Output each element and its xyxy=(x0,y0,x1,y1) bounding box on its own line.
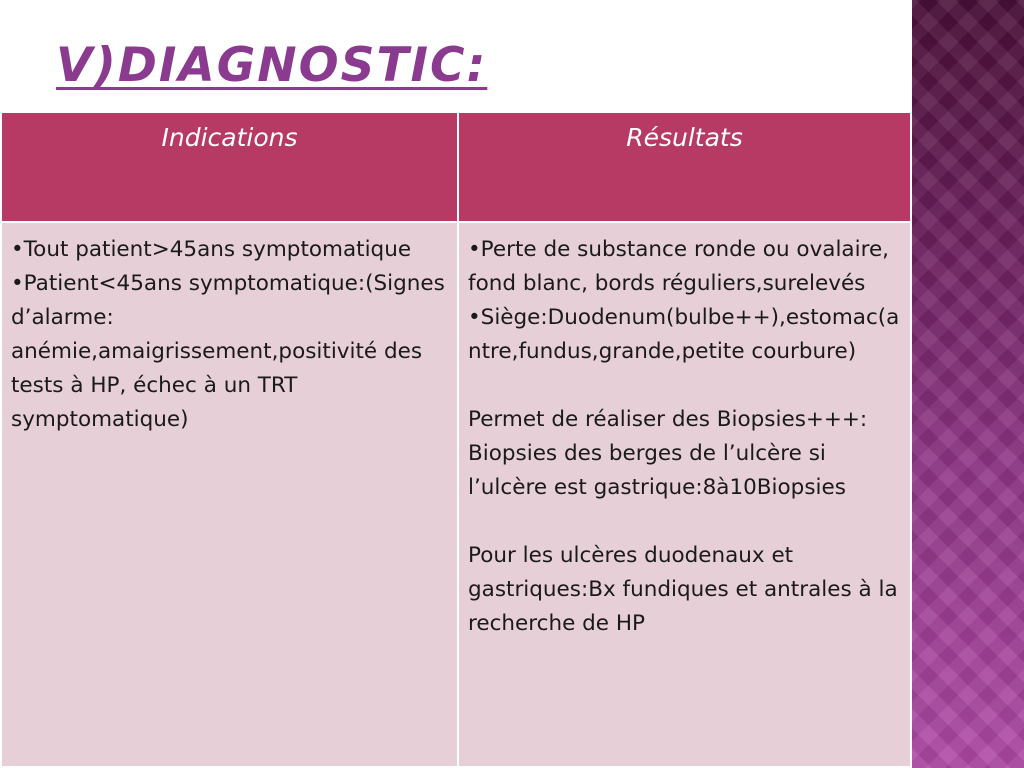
indications-cell xyxy=(1,222,458,767)
table-row xyxy=(1,222,911,767)
paragraph-gap xyxy=(468,369,904,403)
resultat-item: •Perte de substance ronde ou ovalaire, fond blanc, bords réguliers,surelevés xyxy=(468,237,890,296)
side-band-pattern xyxy=(912,0,1024,768)
indication-item: •Patient<45ans symptomatique:(Signes d’alarme: anémie,amaigrissement,positivité des tests à HP, échec à un TRT symptomatique) xyxy=(11,271,445,432)
paragraph-gap xyxy=(468,505,904,539)
indication-item: •Tout patient>45ans symptomatique xyxy=(11,237,412,262)
table-header-row xyxy=(1,112,911,222)
header-indications: Indications xyxy=(1,112,458,222)
biopsy-cases-line: Pour les ulcères duodenaux et gastriques:Bx fundiques et antrales à la recherche de HP xyxy=(468,543,898,636)
slide-title: V)DIAGNOSTIC: xyxy=(56,38,488,93)
resultat-item: •Siège:Duodenum(bulbe++),estomac(antre,fundus,grande,petite courbure) xyxy=(468,305,900,364)
decorative-side-band xyxy=(912,0,1024,768)
resultats-cell xyxy=(458,222,911,767)
biopsy-line: Permet de réaliser des Biopsies+++: xyxy=(468,407,868,432)
diagnostic-table xyxy=(0,111,912,768)
biopsy-line: Biopsies des berges de l’ulcère si l’ulcère est gastrique:8à10Biopsies xyxy=(468,441,846,500)
header-resultats: Résultats xyxy=(458,112,911,222)
